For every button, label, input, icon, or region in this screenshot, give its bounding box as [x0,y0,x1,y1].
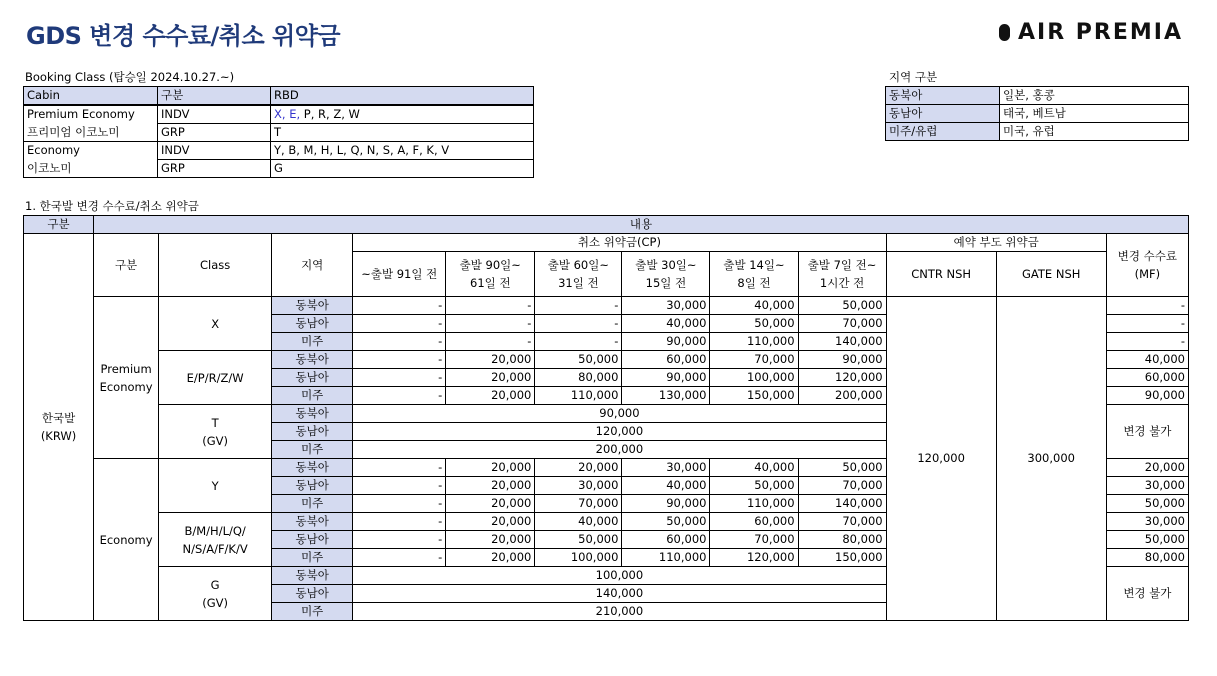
cp-value: 90,000 [622,333,710,351]
region-cell: 미주 [272,495,353,513]
cp-value: 20,000 [446,387,535,405]
cp-value: 70,000 [798,315,886,333]
class-cell: G (GV) [159,567,272,621]
change-fee-value: 80,000 [1106,549,1188,567]
header-region: 지역 [272,234,353,297]
booking-class-table [23,86,534,178]
region-cell: 동남아 [272,477,353,495]
cp-value: - [353,387,446,405]
cp-value: 150,000 [798,549,886,567]
booking-class-header-row [24,87,534,106]
gate-nsh-value: 300,000 [996,297,1106,621]
booking-type: INDV [158,105,271,124]
flat-cp-value: 90,000 [353,405,886,423]
region-cell: 미주 [272,387,353,405]
header-noshow: 예약 부도 위약금 [886,234,1106,252]
cp-value: 110,000 [535,387,622,405]
booking-cabin: 이코노미 [24,160,158,178]
cp-value: 100,000 [710,369,798,387]
cp-value: 30,000 [535,477,622,495]
cp-value: 20,000 [446,477,535,495]
cp-value: - [535,297,622,315]
cp-value: 60,000 [622,531,710,549]
region-cell: 동북아 [272,405,353,423]
cp-value: 200,000 [798,387,886,405]
cp-value: - [353,513,446,531]
booking-row [24,160,534,178]
booking-row [24,142,534,160]
region-cell: 동북아 [272,297,353,315]
fee-table-caption: 1. 한국발 변경 수수료/취소 위약금 [25,199,199,213]
booking-header-rbd: RBD [271,87,534,106]
cp-value: - [446,315,535,333]
origin-cell: 한국발 (KRW) [24,234,94,621]
cp-value: 40,000 [535,513,622,531]
region-cell: 동북아 [272,459,353,477]
logo-mark-icon [999,24,1010,41]
booking-cabin: 프리미엄 이코노미 [24,124,158,142]
header-cp-period: 출발 7일 전~ 1시간 전 [798,252,886,297]
cp-value: - [353,333,446,351]
cp-value: 70,000 [710,351,798,369]
page-title: GDS 변경 수수료/취소 위약금 [26,22,341,50]
header-cp-period: 출발 14일~ 8일 전 [710,252,798,297]
change-fee-value: 20,000 [1106,459,1188,477]
cp-value: - [353,315,446,333]
cp-value: 70,000 [798,513,886,531]
cp-value: 30,000 [622,297,710,315]
header-content: 내용 [94,216,1189,234]
booking-rbd-rest: P, R, Z, W [300,107,360,121]
region-countries: 태국, 베트남 [1000,105,1189,123]
change-fee-unavailable: 변경 불가 [1106,567,1188,621]
brand-name: AIR PREMIA [1017,20,1183,45]
region-row [886,87,1189,105]
region-cell: 동북아 [272,513,353,531]
booking-rbd: Y, B, M, H, L, Q, N, S, A, F, K, V [271,142,534,160]
change-fee-value: 50,000 [1106,495,1188,513]
cp-value: - [353,531,446,549]
cp-value: 50,000 [622,513,710,531]
cp-value: - [446,333,535,351]
cp-value: 120,000 [710,549,798,567]
cp-value: 50,000 [710,315,798,333]
change-fee-value: 90,000 [1106,387,1188,405]
flat-cp-value: 210,000 [353,603,886,621]
cp-value: 20,000 [446,513,535,531]
region-table [885,86,1189,141]
header-gubun: 구분 [24,216,94,234]
fee-table-body [24,216,1189,621]
fee-row [24,297,1189,315]
cp-value: 20,000 [446,459,535,477]
region-row [886,105,1189,123]
region-cell: 동북아 [272,351,353,369]
booking-rbd-highlight: X, E, [274,107,301,121]
region-cell: 동남아 [272,423,353,441]
cp-value: 100,000 [535,549,622,567]
fee-header-row-1 [24,216,1189,234]
booking-rbd: T [271,124,534,142]
cabin-cell: Premium Economy [94,297,159,459]
cp-value: 60,000 [622,351,710,369]
cp-value: 50,000 [710,477,798,495]
booking-type: GRP [158,160,271,178]
cp-value: - [353,495,446,513]
header-cp-period: 출발 30일~ 15일 전 [622,252,710,297]
fee-table [23,215,1189,621]
cp-value: 120,000 [798,369,886,387]
cp-value: 20,000 [446,351,535,369]
cp-value: - [446,297,535,315]
cp-value: 30,000 [622,459,710,477]
cp-value: - [353,369,446,387]
flat-cp-value: 200,000 [353,441,886,459]
cp-value: 80,000 [798,531,886,549]
region-cell: 미주 [272,441,353,459]
cp-value: - [535,333,622,351]
region-cell: 미주 [272,549,353,567]
change-fee-value: - [1106,333,1188,351]
cp-value: 70,000 [798,477,886,495]
region-countries: 미국, 유럽 [1000,123,1189,141]
change-fee-unavailable: 변경 불가 [1106,405,1188,459]
booking-type: INDV [158,142,271,160]
region-name: 동북아 [886,87,1000,105]
class-cell: E/P/R/Z/W [159,351,272,405]
booking-cabin: Premium Economy [24,105,158,124]
change-fee-value: 60,000 [1106,369,1188,387]
region-countries: 일본, 홍콩 [1000,87,1189,105]
cp-value: 60,000 [710,513,798,531]
cp-value: 140,000 [798,495,886,513]
cntr-nsh-value: 120,000 [886,297,996,621]
booking-rbd [271,105,534,124]
header-change-fee: 변경 수수료 (MF) [1106,234,1188,297]
booking-cabin: Economy [24,142,158,160]
cp-value: 50,000 [535,351,622,369]
cabin-cell: Economy [94,459,159,621]
cp-value: 20,000 [446,549,535,567]
change-fee-value: - [1106,315,1188,333]
region-cell: 미주 [272,603,353,621]
change-fee-value: 50,000 [1106,531,1188,549]
header-gate-nsh: GATE NSH [996,252,1106,297]
region-name: 동남아 [886,105,1000,123]
header-cancel-penalty: 취소 위약금(CP) [353,234,886,252]
booking-type: GRP [158,124,271,142]
cp-value: 50,000 [798,297,886,315]
cp-value: 50,000 [798,459,886,477]
region-cell: 동남아 [272,531,353,549]
flat-cp-value: 120,000 [353,423,886,441]
booking-header-cabin: Cabin [24,87,158,106]
flat-cp-value: 100,000 [353,567,886,585]
header-class: Class [159,234,272,297]
cp-value: 40,000 [622,315,710,333]
region-name: 미주/유럽 [886,123,1000,141]
header-cp-period: 출발 60일~ 31일 전 [535,252,622,297]
class-cell: X [159,297,272,351]
cp-value: 130,000 [622,387,710,405]
header-sub-gubun: 구분 [94,234,159,297]
cp-value: 70,000 [710,531,798,549]
booking-row [24,124,534,142]
cp-value: 150,000 [710,387,798,405]
header-cp-period: ~출발 91일 전 [353,252,446,297]
cp-value: - [353,549,446,567]
brand-logo [999,20,1183,45]
cp-value: - [353,297,446,315]
cp-value: - [353,351,446,369]
cp-value: 90,000 [622,495,710,513]
cp-value: - [353,477,446,495]
region-cell: 동남아 [272,315,353,333]
cp-value: - [535,315,622,333]
booking-header-type: 구분 [158,87,271,106]
cp-value: 90,000 [798,351,886,369]
class-cell: Y [159,459,272,513]
cp-value: 50,000 [535,531,622,549]
class-cell: T (GV) [159,405,272,459]
fee-header-row-2 [24,234,1189,252]
region-cell: 동북아 [272,567,353,585]
region-cell: 동남아 [272,369,353,387]
change-fee-value: - [1106,297,1188,315]
booking-class-caption: Booking Class (탑승일 2024.10.27.~) [25,70,235,84]
cp-value: 20,000 [446,531,535,549]
booking-rbd: G [271,160,534,178]
cp-value: 80,000 [535,369,622,387]
header-cp-period: 출발 90일~ 61일 전 [446,252,535,297]
cp-value: 40,000 [710,459,798,477]
region-row [886,123,1189,141]
region-cell: 동남아 [272,585,353,603]
header-cntr-nsh: CNTR NSH [886,252,996,297]
cp-value: 110,000 [710,495,798,513]
region-cell: 미주 [272,333,353,351]
cp-value: 110,000 [622,549,710,567]
change-fee-value: 40,000 [1106,351,1188,369]
change-fee-value: 30,000 [1106,513,1188,531]
change-fee-value: 30,000 [1106,477,1188,495]
cp-value: 20,000 [446,369,535,387]
flat-cp-value: 140,000 [353,585,886,603]
cp-value: 90,000 [622,369,710,387]
booking-row [24,105,534,124]
cp-value: 110,000 [710,333,798,351]
cp-value: 20,000 [535,459,622,477]
cp-value: 70,000 [535,495,622,513]
cp-value: - [353,459,446,477]
cp-value: 40,000 [710,297,798,315]
region-caption: 지역 구분 [889,70,938,84]
cp-value: 20,000 [446,495,535,513]
cp-value: 40,000 [622,477,710,495]
cp-value: 140,000 [798,333,886,351]
class-cell: B/M/H/L/Q/ N/S/A/F/K/V [159,513,272,567]
